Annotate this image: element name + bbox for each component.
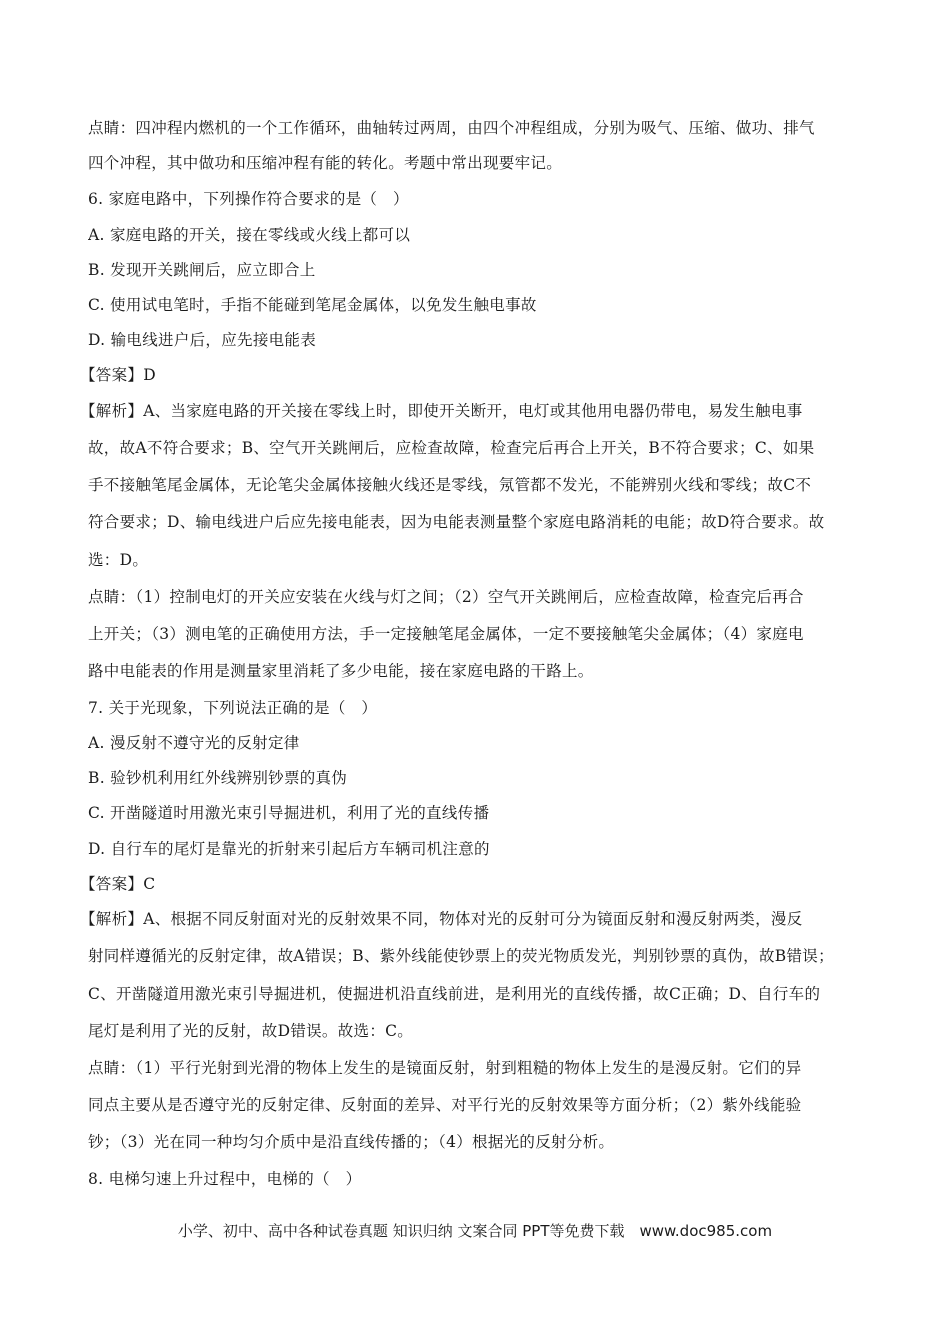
- page-footer: 小学、初中、高中各种试卷真题 知识归纳 文案合同 PPT等免费下载 www.doc985.com: [177, 1222, 773, 1240]
- q7-analysis-line-1: 【解析】A、根据不同反射面对光的反射效果不同，物体对光的反射可分为镜面反射和漫反射两类，漫反: [80, 910, 803, 928]
- q6-answer: 【答案】D: [80, 366, 156, 384]
- q7-analysis-line-2: 射同样遵循光的反射定律，故A错误；B、紫外线能使钞票上的荧光物质发光，判别钞票的真伪，故B错误；: [88, 947, 834, 965]
- q6-comment-line-3: 路中电能表的作用是测量家里消耗了多少电能，接在家庭电路的干路上。: [88, 662, 594, 680]
- q6-analysis-line-1: 【解析】A、当家庭电路的开关接在零线上时，即使开关断开，电灯或其他用电器仍带电，易发生触电事: [80, 402, 803, 420]
- q7-comment-line-1: 点睛：（1）平行光射到光滑的物体上发生的是镜面反射，射到粗糙的物体上发生的是漫反射。它们的异: [88, 1059, 802, 1077]
- q7-option-b: B. 验钞机利用红外线辨别钞票的真伪: [88, 769, 348, 787]
- q5-comment-line-1: 点睛：四冲程内燃机的一个工作循环，曲轴转过两周，由四个冲程组成，分别为吸气、压缩、做功、排气: [88, 119, 815, 137]
- q7-option-c: C. 开凿隧道时用激光束引导掘进机，利用了光的直线传播: [88, 804, 490, 822]
- q7-analysis-line-4: 尾灯是利用了光的反射，故D错误。故选：C。: [88, 1022, 414, 1040]
- q6-option-a: A. 家庭电路的开关，接在零线或火线上都可以: [88, 226, 411, 244]
- q6-stem: 6. 家庭电路中，下列操作符合要求的是（ ）: [88, 190, 409, 208]
- q6-option-c: C. 使用试电笔时，手指不能碰到笔尾金属体，以免发生触电事故: [88, 296, 537, 314]
- q5-comment-line-2: 四个冲程，其中做功和压缩冲程有能的转化。考题中常出现要牢记。: [88, 154, 563, 172]
- q7-analysis-line-3: C、开凿隧道用激光束引导掘进机，使掘进机沿直线前进，是利用光的直线传播，故C正确；D、自行车的: [88, 985, 821, 1003]
- q6-analysis-line-4: 符合要求；D、输电线进户后应先接电能表，因为电能表测量整个家庭电路消耗的电能；故D符合要求。故: [88, 513, 825, 531]
- q7-answer: 【答案】C: [80, 875, 156, 893]
- q8-stem: 8. 电梯匀速上升过程中，电梯的（ ）: [88, 1170, 362, 1188]
- q7-stem: 7. 关于光现象，下列说法正确的是（ ）: [88, 699, 378, 717]
- q7-comment-line-3: 钞；（3）光在同一种均匀介质中是沿直线传播的；（4）根据光的反射分析。: [88, 1133, 615, 1151]
- q6-comment-line-1: 点睛：（1）控制电灯的开关应安装在火线与灯之间；（2）空气开关跳闸后，应检查故障，检查完后再合: [88, 588, 804, 606]
- q7-option-d: D. 自行车的尾灯是靠光的折射来引起后方车辆司机注意的: [88, 840, 490, 858]
- q6-analysis-line-3: 手不接触笔尾金属体，无论笔尖金属体接触火线还是零线，氖管都不发光，不能辨别火线和零线；故C不: [88, 476, 812, 494]
- q7-option-a: A. 漫反射不遵守光的反射定律: [88, 734, 300, 752]
- q7-comment-line-2: 同点主要从是否遵守光的反射定律、反射面的差异、对平行光的反射效果等方面分析；（2）紫外线能验: [88, 1096, 802, 1114]
- q6-analysis-line-5: 选：D。: [88, 551, 149, 569]
- q6-comment-line-2: 上开关；（3）测电笔的正确使用方法，手一定接触笔尾金属体，一定不要接触笔尖金属体；（4）家庭电: [88, 625, 804, 643]
- q6-analysis-line-2: 故，故A不符合要求；B、空气开关跳闸后，应检查故障，检查完后再合上开关，B不符合要求；C、如果: [88, 439, 815, 457]
- q6-option-b: B. 发现开关跳闸后，应立即合上: [88, 261, 316, 279]
- q6-option-d: D. 输电线进户后，应先接电能表: [88, 331, 317, 349]
